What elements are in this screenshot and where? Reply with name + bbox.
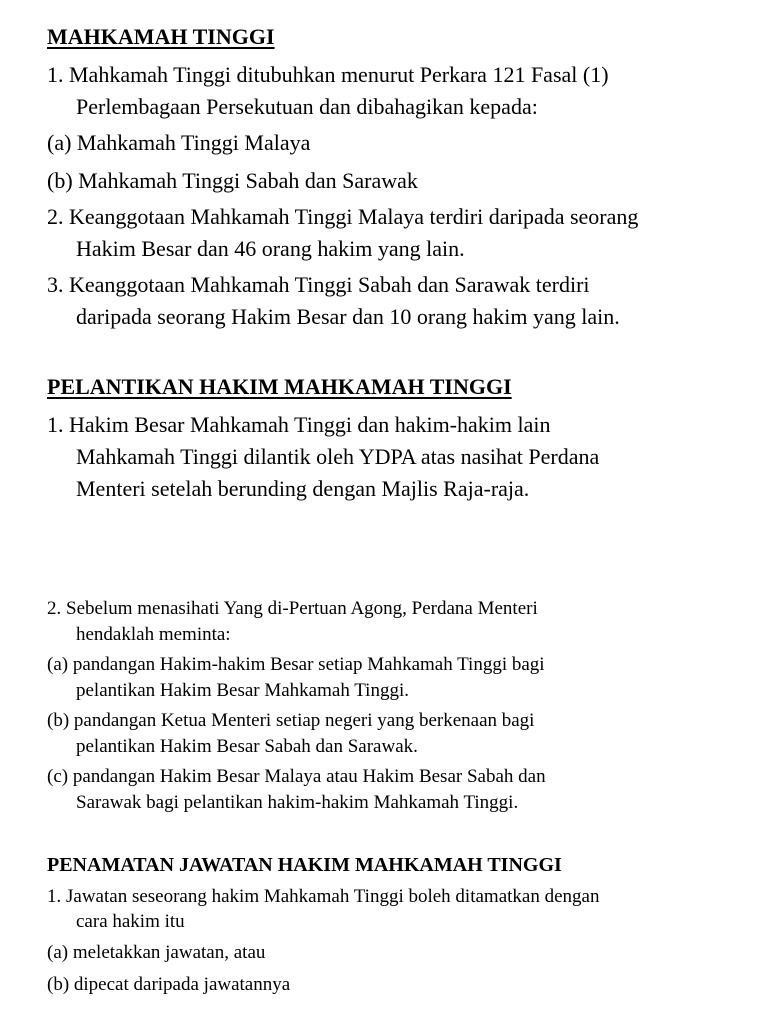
list-item: pelantikan Hakim Besar Mahkamah Tinggi. (76, 680, 409, 701)
paragraph-line: Mahkamah Tinggi dilantik oleh YDPA atas nasihat Perdana (76, 444, 600, 469)
paragraph-line: 3. Keanggotaan Mahkamah Tinggi Sabah dan Sarawak terdiri (47, 272, 590, 297)
section-heading-penamatan: PENAMATAN JAWATAN HAKIM MAHKAMAH TINGGI (47, 854, 562, 876)
paragraph-line: 1. Mahkamah Tinggi ditubuhkan menurut Perkara 121 Fasal (1) (47, 62, 609, 87)
list-item: (a) pandangan Hakim-hakim Besar setiap Mahkamah Tinggi bagi (47, 654, 545, 675)
list-item: Sarawak bagi pelantikan hakim-hakim Mahkamah Tinggi. (76, 792, 519, 813)
list-item: (a) meletakkan jawatan, atau (47, 942, 266, 963)
section-heading-pelantikan: PELANTIKAN HAKIM MAHKAMAH TINGGI (47, 374, 512, 399)
paragraph-line: cara hakim itu (76, 911, 185, 932)
paragraph-line: 1. Hakim Besar Mahkamah Tinggi dan hakim-hakim lain (47, 412, 551, 437)
paragraph-line: 1. Jawatan seseorang hakim Mahkamah Tinggi boleh ditamatkan dengan (47, 886, 600, 907)
paragraph-line: hendaklah meminta: (76, 624, 231, 645)
paragraph-line: Hakim Besar dan 46 orang hakim yang lain. (76, 236, 465, 261)
list-item: (c) pandangan Hakim Besar Malaya atau Hakim Besar Sabah dan (47, 766, 546, 787)
paragraph-line: Menteri setelah berunding dengan Majlis Raja-raja. (76, 476, 530, 501)
section-heading-mahkamah-tinggi: MAHKAMAH TINGGI (47, 24, 275, 49)
paragraph-line: 2. Sebelum menasihati Yang di-Pertuan Agong, Perdana Menteri (47, 598, 538, 619)
list-item: (a) Mahkamah Tinggi Malaya (47, 130, 311, 155)
list-item: (b) dipecat daripada jawatannya (47, 974, 291, 995)
list-item: (b) Mahkamah Tinggi Sabah dan Sarawak (47, 168, 418, 193)
paragraph-line: daripada seorang Hakim Besar dan 10 orang hakim yang lain. (76, 304, 620, 329)
paragraph-line: Perlembagaan Persekutuan dan dibahagikan kepada: (76, 94, 538, 119)
list-item: (b) pandangan Ketua Menteri setiap negeri yang berkenaan bagi (47, 710, 535, 731)
list-item: pelantikan Hakim Besar Sabah dan Sarawak. (76, 736, 418, 757)
paragraph-line: 2. Keanggotaan Mahkamah Tinggi Malaya terdiri daripada seorang (47, 204, 639, 229)
